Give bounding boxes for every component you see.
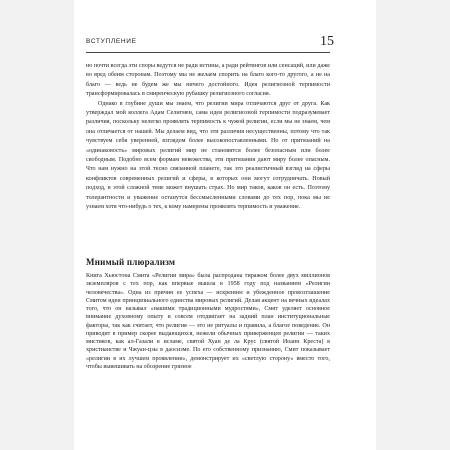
section-text: Книга Хьюстона Смита «Религии мира» была распродана тиражом более двух миллионов экземпляров с тех пор, как впервые вышла в 1958 году под названием «Религии человечества». Одна из причин ее успеха — искреннее и убежденное провозглашение Смитом идеи принципиального единства мировых религий. Делая акцент на вечных идеалах того, что он называл «нашими традиционными мудростями», Смит уделяет основное внимание духовному опыту и совсем отодвигает на задний план институциональные факторы, так как считает, что религия — это не ритуалы и правила, а благое поведение. Он приводит в пример скорее выдающихся, нежели обычных приверженцев религии — таких мистиков, как ал-Газали в исламе, святой Хуан де ла Крус (святой Иоанн Креста) в христианстве и Чжуан-цзы в даосизме. По его собственному признанию, Смит показывает «религии в их лучшем проявлении», демонстрирует их «светлую сторону» вместо того, чтобы вывешивать на обозрение грязное: [86, 273, 330, 370]
section-label: ВСТУПЛЕНИЕ: [86, 38, 137, 45]
paragraph: Однако в глубине души мы знаем, что религии мира отличаются друг от друга. Как утверждал мой коллега Адам Селигмен, сама идея религиозной терпимости подразумевает различия, поскольку нелегко проявлять терпимость к чужой религии, если мы не знаем, чем она отличается от нашей. Мы делаем вид, что эти различия несущественны, потому что так чувствуем себя уверенней, взглядом более высокопоставленными. Но от притязаний на «одинаковость» мировых религий мир не становится более безопасным или более свободным. Подобно всем формам невежества, эти притязания дают миру более опасным. Что нам нужно на этой тесно связанной планете, так это реалистичный взгляд на сферы конфликтов современных религий и сферы, в которых они могут сотрудничать. Новый подход, в этой сложной теме может внушать страх. Но мир таков, каков он есть. Поэтому толерантности и уважение останутся бессмысленными словами до тех пор, пока мы не узнаем хотя что-нибудь о тех, к кому намерены проявлять терпимость и уважение.: [86, 100, 330, 211]
paragraph: но почти всегда эти споры ведутся не ради истины, а ради рейтингов или сенсаций, или даже во вред обеим сторонам. Поэтому мы не желаем спорить на благо кого-то другого, а не на благо — ведь не будем же мы ничего достойного. Идея религиозной терпимости трансформировалась в смиренческую рубашку религиозного согласия.: [86, 63, 330, 98]
body-text: [86, 62, 330, 213]
running-header: [86, 34, 334, 53]
section-heading: Мнимый плюрализм: [86, 257, 176, 267]
page-number: 15: [320, 34, 334, 49]
